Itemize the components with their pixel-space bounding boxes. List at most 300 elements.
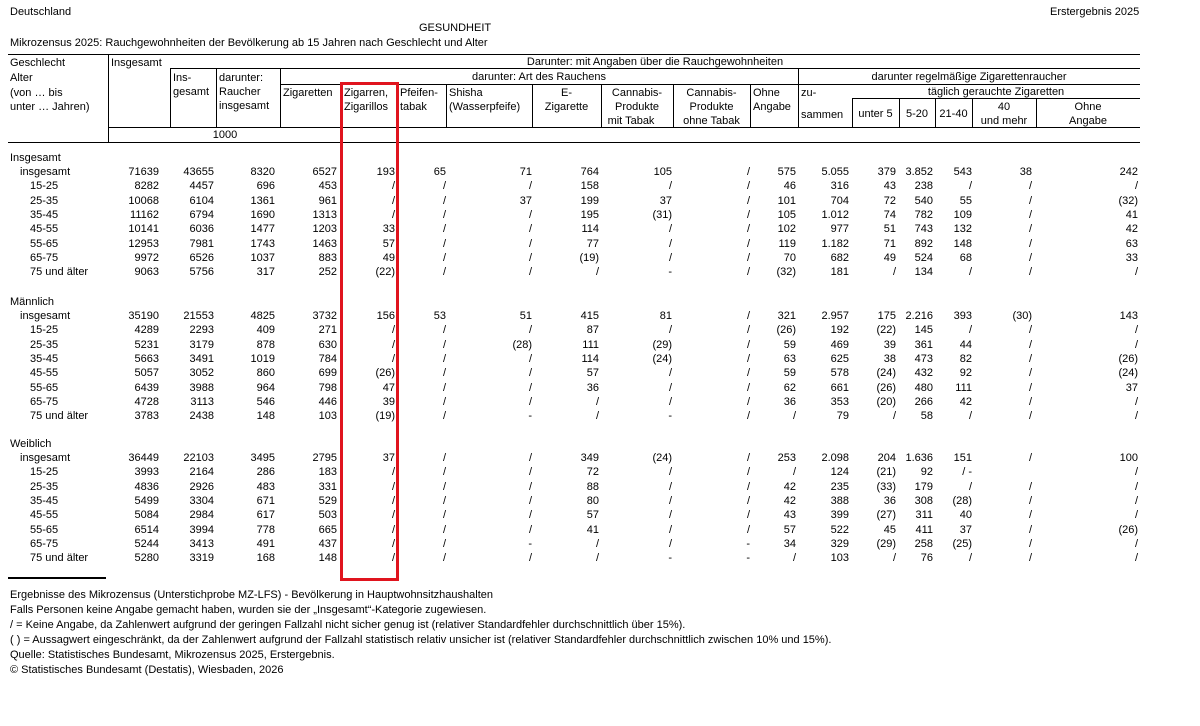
row-label: 15-25 — [30, 324, 59, 337]
table-cell: 37 — [382, 452, 395, 464]
hdr-zigarillos: Zigarillos — [344, 101, 389, 113]
table-cell: (24) — [1118, 367, 1138, 380]
hdr-regelmaessige: darunter regelmäßige Zigarettenraucher — [871, 71, 1067, 83]
table-cell: / — [391, 509, 395, 522]
row-label: 55-65 — [30, 237, 59, 250]
row-label: 25-35 — [30, 338, 59, 351]
table-cell: 6439 — [134, 381, 159, 394]
table-cell: 70 — [783, 251, 796, 264]
row-label: 45-55 — [30, 367, 59, 380]
table-cell: 111 — [582, 338, 599, 351]
table-cell: 105 — [653, 166, 672, 178]
table-cell: / — [1028, 180, 1032, 193]
table-cell: 253 — [777, 452, 796, 464]
table-cell: 6794 — [189, 208, 214, 221]
table-cell: 3052 — [189, 367, 214, 380]
table-cell: / — [968, 180, 972, 193]
table-cell: 3495 — [250, 452, 275, 464]
table-cell: 195 — [580, 208, 599, 221]
footnote-6: © Statistisches Bundesamt (Destatis), Wiesbaden, 2026 — [10, 664, 284, 676]
table-cell: 143 — [1119, 310, 1138, 322]
table-cell: / — [1028, 237, 1032, 250]
table-cell: 148 — [256, 410, 275, 423]
table-cell: 696 — [256, 180, 275, 193]
vline-1 — [108, 54, 109, 142]
table-cell: / — [391, 552, 395, 565]
table-cell: / — [528, 352, 532, 365]
table-title: Mikrozensus 2025: Rauchgewohnheiten der Bevölkerung ab 15 Jahren nach Geschlecht und Alter — [10, 37, 488, 49]
table-cell: 782 — [914, 208, 933, 221]
table-cell: 168 — [256, 552, 275, 565]
table-cell: 529 — [318, 494, 337, 507]
hdr-taeglich: täglich gerauchte Zigaretten — [927, 86, 1065, 98]
table-cell: 181 — [830, 266, 849, 279]
table-cell: 68 — [959, 251, 972, 264]
table-cell: 242 — [1119, 166, 1138, 178]
row-label: 35-45 — [30, 208, 59, 221]
table-cell: 575 — [777, 166, 796, 178]
row-label: insgesamt — [20, 310, 71, 322]
table-cell: 3732 — [312, 310, 337, 322]
table-cell: / — [668, 251, 672, 264]
table-cell: 353 — [830, 395, 849, 408]
table-cell: 329 — [830, 537, 849, 550]
table-cell: (29) — [876, 537, 896, 550]
footnote-5: Quelle: Statistisches Bundesamt, Mikrozensus 2025, Erstergebnis. — [10, 649, 335, 661]
row-label: 45-55 — [30, 509, 59, 522]
hdr-ohne-2: Ohne — [1074, 101, 1102, 113]
table-cell: 6514 — [134, 523, 159, 536]
table-cell: 3993 — [134, 466, 159, 479]
hdr-40: 40 — [997, 101, 1011, 113]
hdr-ins: Ins- — [173, 72, 192, 84]
table-cell: 43655 — [183, 166, 214, 178]
table-cell: / — [1134, 410, 1138, 423]
table-cell: 3179 — [189, 338, 214, 351]
table-cell: / — [1028, 208, 1032, 221]
hdr-zigarren: Zigarren, — [344, 87, 389, 99]
table-cell: (25) — [952, 537, 972, 550]
table-cell: 5.055 — [821, 166, 849, 178]
table-cell: 2438 — [189, 410, 214, 423]
hdr-angabe: Angabe — [753, 101, 791, 113]
table-cell: / — [442, 352, 446, 365]
table-cell: / — [595, 410, 599, 423]
table-cell: / — [528, 180, 532, 193]
table-cell: / — [746, 395, 750, 408]
table-cell: 148 — [318, 552, 337, 565]
table-cell: 87 — [586, 324, 599, 337]
table-cell: 101 — [777, 194, 796, 207]
table-cell: (20) — [876, 395, 896, 408]
table-cell: / — [746, 494, 750, 507]
table-cell: / — [792, 410, 796, 423]
table-cell: (24) — [876, 367, 896, 380]
footnote-rule — [8, 577, 106, 579]
table-cell: / — [528, 452, 532, 464]
table-cell: / — [668, 395, 672, 408]
table-cell: / — [1028, 509, 1032, 522]
row-label: insgesamt — [20, 166, 71, 178]
table-cell: / — [528, 552, 532, 565]
table-cell: / — [746, 352, 750, 365]
table-cell: / — [968, 480, 972, 493]
table-cell: / — [1134, 180, 1138, 193]
group-label: Weiblich — [10, 438, 52, 450]
table-cell: 778 — [256, 523, 275, 536]
table-cell: 764 — [580, 166, 599, 178]
table-cell: / — [668, 223, 672, 236]
table-cell: 59 — [783, 367, 796, 380]
table-cell: 4728 — [134, 395, 159, 408]
table-cell: (32) — [1118, 194, 1138, 207]
table-cell: 1037 — [250, 251, 275, 264]
hdr-pfeifentabak: tabak — [400, 101, 427, 113]
table-cell: 6526 — [189, 251, 214, 264]
table-cell: / — [668, 466, 672, 479]
header-bottom-rule — [8, 142, 1140, 143]
table-cell: 43 — [883, 180, 896, 193]
table-cell: 59 — [783, 338, 796, 351]
table-cell: 546 — [256, 395, 275, 408]
table-cell: 82 — [959, 352, 972, 365]
table-cell: 57 — [586, 367, 599, 380]
table-cell: 3413 — [189, 537, 214, 550]
table-cell: / — [595, 395, 599, 408]
table-cell: (26) — [1118, 352, 1138, 365]
hdr-mit-tabak: mit Tabak — [607, 115, 655, 127]
table-cell: / — [1028, 338, 1032, 351]
table-cell: 7981 — [189, 237, 214, 250]
table-cell: / — [1134, 537, 1138, 550]
table-cell: 2164 — [189, 466, 214, 479]
table-cell: / — [1134, 480, 1138, 493]
hdr-geschlecht: Geschlecht — [10, 57, 66, 69]
table-cell: / — [528, 395, 532, 408]
table-cell: 111 — [955, 381, 972, 394]
table-cell: 42 — [959, 395, 972, 408]
table-cell: / — [746, 310, 750, 322]
table-cell: 179 — [914, 480, 933, 493]
table-cell: / — [1028, 324, 1032, 337]
table-cell: / — [1028, 552, 1032, 565]
table-cell: / — [528, 237, 532, 250]
hdr-raucher-insgesamt: insgesamt — [219, 100, 270, 112]
table-cell: / — [1028, 480, 1032, 493]
table-cell: 158 — [580, 180, 599, 193]
table-cell: 286 — [256, 466, 275, 479]
table-cell: (19) — [579, 251, 599, 264]
table-cell: 5499 — [134, 494, 159, 507]
table-cell: (26) — [1118, 523, 1138, 536]
table-cell: 77 — [586, 237, 599, 250]
table-cell: 321 — [777, 310, 796, 322]
table-cell: 704 — [830, 194, 849, 207]
table-cell: 2984 — [189, 509, 214, 522]
table-cell: / — [391, 494, 395, 507]
table-cell: (21) — [876, 466, 896, 479]
table-cell: / — [1028, 266, 1032, 279]
table-cell: / — [442, 180, 446, 193]
footnote-2: Falls Personen keine Angabe gemacht haben, wurden sie der „Insgesamt“-Kategorie zugewiesen. — [10, 604, 487, 616]
row-label: 45-55 — [30, 223, 59, 236]
table-cell: 432 — [914, 367, 933, 380]
table-cell: 784 — [318, 352, 337, 365]
table-cell: 36 — [586, 381, 599, 394]
table-cell: / — [442, 395, 446, 408]
table-cell: / — [746, 381, 750, 394]
row-label: 65-75 — [30, 395, 59, 408]
table-cell: 743 — [914, 223, 933, 236]
table-cell: (26) — [375, 367, 395, 380]
table-cell: / — [391, 194, 395, 207]
table-cell: 798 — [318, 381, 337, 394]
table-cell: 1743 — [250, 237, 275, 250]
hdr-zigarette: Zigarette — [544, 101, 589, 113]
table-cell: 1203 — [312, 223, 337, 236]
row-label: 75 und älter — [30, 266, 89, 279]
table-cell: 3113 — [190, 395, 214, 408]
table-cell: 63 — [1125, 237, 1138, 250]
table-cell: - — [746, 537, 750, 550]
table-cell: 71639 — [128, 166, 159, 178]
table-cell: - — [668, 552, 672, 565]
table-cell: (28) — [952, 494, 972, 507]
table-cell: 540 — [914, 194, 933, 207]
table-cell: 41 — [1125, 208, 1138, 221]
vline-2 — [170, 68, 171, 127]
hdr-unter-jahren: unter … Jahren) — [10, 101, 90, 113]
hdr-wasserpfeife: (Wasserpfeife) — [449, 101, 521, 113]
table-cell: 204 — [877, 452, 896, 464]
table-cell: 1.636 — [905, 452, 933, 464]
table-cell: / — [528, 367, 532, 380]
table-cell: / — [968, 324, 972, 337]
table-cell: / — [1028, 251, 1032, 264]
table-cell: / — [746, 367, 750, 380]
table-cell: 57 — [586, 509, 599, 522]
table-cell: 37 — [659, 194, 672, 207]
table-cell: 860 — [256, 367, 275, 380]
table-cell: 977 — [830, 223, 849, 236]
hdr-zu: zu- — [801, 87, 817, 99]
table-cell: 81 — [659, 310, 672, 322]
table-cell: / — [528, 494, 532, 507]
table-cell: 1019 — [250, 352, 275, 365]
table-cell: / — [391, 537, 395, 550]
table-cell: / — [668, 237, 672, 250]
table-cell: - — [668, 266, 672, 279]
table-cell: 47 — [382, 381, 395, 394]
table-cell: 62 — [783, 381, 796, 394]
table-cell: (22) — [876, 324, 896, 337]
table-cell: 10068 — [128, 194, 159, 207]
table-cell: 51 — [519, 310, 532, 322]
table-cell: (31) — [652, 208, 672, 221]
table-cell: / — [528, 466, 532, 479]
table-cell: 2.216 — [905, 310, 933, 322]
table-cell: 415 — [580, 310, 599, 322]
table-cell: / — [528, 266, 532, 279]
table-cell: / — [442, 338, 446, 351]
table-cell: 37 — [519, 194, 532, 207]
table-cell: 46 — [783, 180, 796, 193]
table-cell: / — [892, 410, 896, 423]
row-label: 15-25 — [30, 180, 59, 193]
hdr-shisha: Shisha — [449, 87, 483, 99]
table-cell: (33) — [876, 480, 896, 493]
table-cell: 238 — [914, 180, 933, 193]
table-cell: / — [1134, 395, 1138, 408]
table-cell: 2.957 — [821, 310, 849, 322]
table-cell: 258 — [914, 537, 933, 550]
table-cell: / — [442, 410, 446, 423]
vline-3 — [216, 68, 217, 127]
hdr-von-bis: (von … bis — [10, 87, 63, 99]
table-cell: 42 — [783, 480, 796, 493]
table-cell: 10141 — [128, 223, 159, 236]
table-cell: / — [746, 180, 750, 193]
hdr-produkte-1: Produkte — [614, 101, 660, 113]
table-cell: 2.098 — [821, 452, 849, 464]
table-cell: 1361 — [250, 194, 275, 207]
table-cell: 437 — [318, 537, 337, 550]
table-cell: 72 — [883, 194, 896, 207]
table-cell: 6036 — [189, 223, 214, 236]
hdr-unter5: unter 5 — [858, 108, 893, 120]
table-cell: 1477 — [250, 223, 275, 236]
row-label: 65-75 — [30, 537, 59, 550]
table-cell: 145 — [914, 324, 933, 337]
table-cell: 271 — [318, 324, 337, 337]
table-cell: 44 — [959, 338, 972, 351]
table-cell: 491 — [256, 537, 275, 550]
table-cell: 1.012 — [821, 208, 849, 221]
row-label: 75 und älter — [30, 552, 89, 565]
table-cell: / — [746, 237, 750, 250]
table-cell: / — [391, 180, 395, 193]
table-cell: 4289 — [134, 324, 159, 337]
table-cell: 49 — [382, 251, 395, 264]
table-cell: / — [1028, 395, 1032, 408]
table-cell: 39 — [883, 338, 896, 351]
table-cell: / — [1134, 466, 1138, 479]
table-cell: 36449 — [128, 452, 159, 464]
table-cell: 114 — [581, 352, 599, 365]
hdr-darunter-angaben: Darunter: mit Angaben über die Rauchgewohnheiten — [526, 56, 784, 68]
hdr-ohne-tabak: ohne Tabak — [683, 115, 740, 127]
hdr-ohne: Ohne — [753, 87, 780, 99]
table-cell: 124 — [830, 466, 849, 479]
table-cell: / — [1028, 523, 1032, 536]
table-cell: / — [1134, 324, 1138, 337]
table-cell: 175 — [877, 310, 896, 322]
table-cell: / — [746, 523, 750, 536]
table-cell: 72 — [586, 466, 599, 479]
table-cell: 199 — [580, 194, 599, 207]
table-cell: 892 — [914, 237, 933, 250]
table-cell: 399 — [830, 509, 849, 522]
table-cell: / — [746, 324, 750, 337]
hdr-art-des-rauchens: darunter: Art des Rauchens — [472, 71, 606, 83]
table-cell: 34 — [783, 537, 796, 550]
table-cell: 53 — [433, 310, 446, 322]
table-cell: / — [668, 381, 672, 394]
table-cell: 388 — [830, 494, 849, 507]
table-cell: 80 — [586, 494, 599, 507]
footnote-1: Ergebnisse des Mikrozensus (Unterstichprobe MZ-LFS) - Bevölkerung in Hauptwohnsitzhaushalten — [10, 589, 494, 601]
hdr-und-mehr: und mehr — [980, 115, 1028, 127]
table-cell: (28) — [512, 338, 532, 351]
table-cell: 71 — [883, 237, 896, 250]
table-cell: 193 — [376, 166, 395, 178]
table-cell: 88 — [586, 480, 599, 493]
footnote-4: ( ) = Aussagwert eingeschränkt, da der Zahlenwert aufgrund der Fallzahl statistisch relativ unsicher ist (relativer Standardfehler durchschnittlich zwischen 10% und 15%). — [10, 634, 832, 646]
table-cell: / — [1134, 338, 1138, 351]
table-cell: 49 — [883, 251, 896, 264]
table-cell: 671 — [256, 494, 275, 507]
table-cell: / — [528, 251, 532, 264]
hdr-zigaretten: Zigaretten — [283, 87, 333, 99]
table-cell: / — [442, 523, 446, 536]
table-cell: 3988 — [189, 381, 214, 394]
table-cell: 379 — [877, 166, 896, 178]
table-cell: 543 — [953, 166, 972, 178]
hdr-e: E- — [561, 87, 572, 99]
table-cell: / — [746, 251, 750, 264]
table-cell: / — [391, 352, 395, 365]
table-cell: 5244 — [134, 537, 159, 550]
vline-7 — [446, 84, 447, 127]
table-cell: 961 — [318, 194, 337, 207]
table-cell: / — [668, 180, 672, 193]
row-label: 55-65 — [30, 523, 59, 536]
table-cell: 103 — [318, 410, 337, 423]
table-cell: (24) — [652, 352, 672, 365]
table-cell: 524 — [914, 251, 933, 264]
row-label: 35-45 — [30, 494, 59, 507]
table-cell: 103 — [830, 552, 849, 565]
table-cell: / — [968, 410, 972, 423]
table-cell: 3304 — [189, 494, 214, 507]
table-cell: 119 — [778, 237, 796, 250]
table-cell: (27) — [876, 509, 896, 522]
table-cell: / — [792, 466, 796, 479]
table-cell: 40 — [959, 509, 972, 522]
table-cell: 5231 — [134, 338, 159, 351]
table-cell: 5756 — [189, 266, 214, 279]
table-cell: / — [746, 452, 750, 464]
table-cell: / — [595, 537, 599, 550]
row-label: 55-65 — [30, 381, 59, 394]
table-cell: / — [442, 251, 446, 264]
table-cell: / - — [962, 466, 972, 479]
table-cell: / — [442, 194, 446, 207]
table-cell: 316 — [830, 180, 849, 193]
table-cell: / — [1028, 194, 1032, 207]
table-cell: 8320 — [250, 166, 275, 178]
table-cell: / — [442, 466, 446, 479]
table-cell: 102 — [777, 223, 796, 236]
table-cell: / — [668, 367, 672, 380]
table-cell: / — [1028, 381, 1032, 394]
table-cell: 682 — [830, 251, 849, 264]
table-cell: 114 — [581, 223, 599, 236]
table-cell: 45 — [883, 523, 896, 536]
table-cell: (26) — [776, 324, 796, 337]
table-cell: 3994 — [189, 523, 214, 536]
hdr-alter: Alter — [10, 72, 33, 84]
